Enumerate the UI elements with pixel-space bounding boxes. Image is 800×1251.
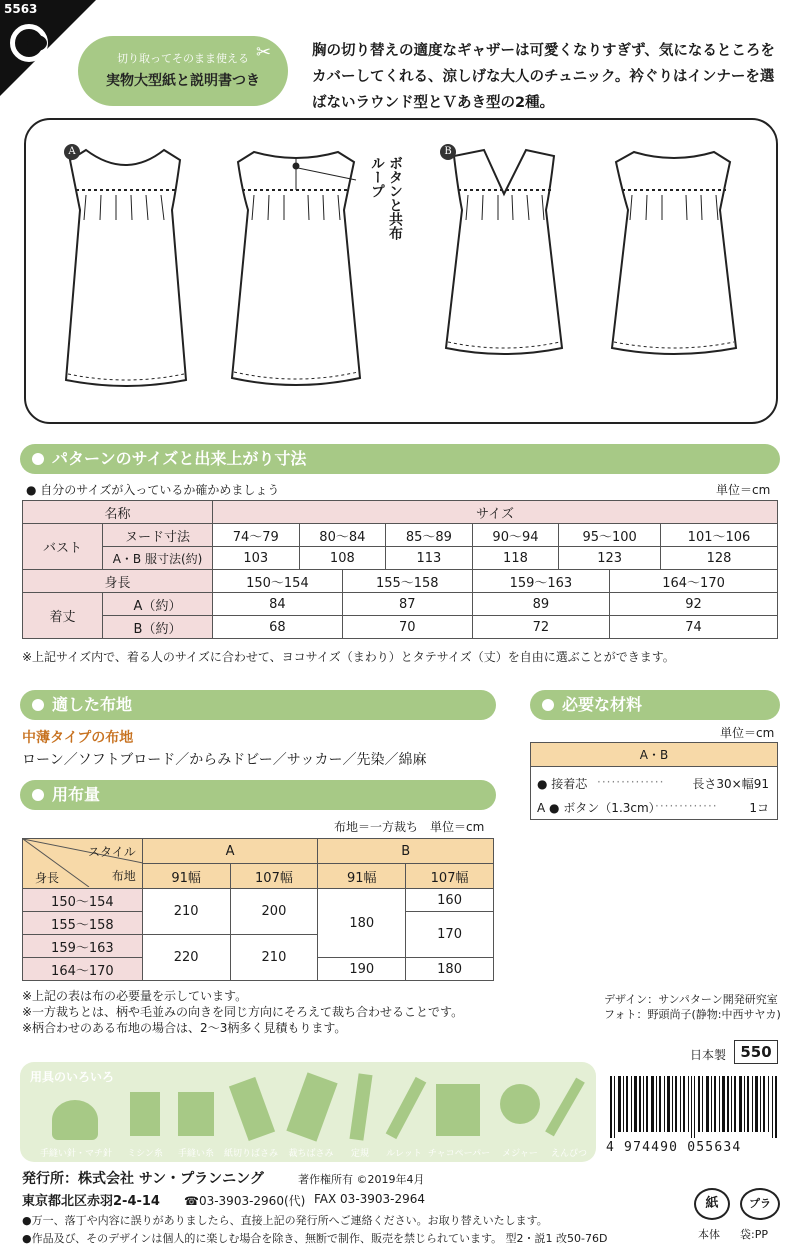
yardage-note: ※一方裁ちとは、柄や毛並みの向きを同じ方向にそろえて裁ち合わせることです。 [22, 1005, 464, 1019]
height-value: 164〜170 [610, 570, 778, 593]
fabric-scissors-icon [286, 1072, 337, 1141]
price: 550 [734, 1040, 778, 1064]
fabric-type: 中薄タイプの布地 [22, 730, 134, 746]
plastic-label: 袋:PP [740, 1228, 768, 1241]
length-a-value: 92 [610, 593, 778, 616]
nude-value: 95〜100 [559, 524, 661, 547]
garment-a-front [66, 150, 186, 386]
garment-value: 118 [472, 547, 559, 570]
yardage-note: ※上記の表は布の必要量を示しています。 [22, 989, 248, 1003]
button-loop-callout: ボタンと共布ループ [369, 156, 403, 240]
ruler-icon [349, 1073, 372, 1140]
length-a-value: 84 [213, 593, 343, 616]
width-107: 107幅 [406, 864, 494, 889]
scissors-icon: ✂ [256, 42, 272, 63]
yardage-unit: 布地＝一方裁ち 単位＝cm [334, 820, 485, 834]
material-item-value: 長さ30×幅91 [692, 777, 769, 791]
product-code: 5563 [4, 2, 38, 16]
tracing-wheel-icon [386, 1077, 427, 1139]
fabric-list: ローン／ソフトブロード／からみドビー／サッカー／先染／綿麻 [22, 752, 427, 768]
length-a-value: 87 [342, 593, 472, 616]
yardage-value: 210 [230, 935, 318, 981]
nude-value: 74〜79 [213, 524, 300, 547]
fabric-label: 布地 [111, 869, 136, 883]
publisher-name: 発行所：株式会社 サン・プランニング [22, 1171, 264, 1187]
tool-label: チャコペーパー [427, 1149, 491, 1159]
fabric-section-title: 適した布地 [20, 690, 496, 720]
barcode-number: 4 974490 055634 [606, 1140, 742, 1155]
yardage-section-title: 用布量 [20, 780, 496, 810]
barcode [608, 1076, 778, 1138]
tool-label: 手縫い糸 [177, 1149, 214, 1159]
photo-credit: フォト：野頭尚子(静物:中西サヤカ) [604, 1008, 781, 1021]
publisher-note: ●作品及び、そのデザインは個人的に楽しむ場合を除き、無断で制作、販売を禁じられています。 型2・説1 改50-76D [22, 1232, 608, 1245]
paper-scissors-icon [229, 1077, 275, 1141]
paper-recycle-icon [694, 1188, 730, 1220]
length-a-value: 89 [472, 593, 609, 616]
garment-b-front [446, 150, 562, 354]
garment-value: 113 [386, 547, 473, 570]
height-value: 155〜158 [342, 570, 472, 593]
length-b-value: 74 [610, 616, 778, 639]
style-a-mark: A [64, 144, 80, 160]
length-label: 着丈 [23, 593, 103, 639]
garment-illustration [24, 118, 778, 424]
height-row: 164〜170 [23, 958, 143, 981]
yardage-value: 190 [318, 958, 406, 981]
chalk-paper-icon [436, 1084, 480, 1136]
size-note: ● 自分のサイズが入っているか確かめましょう [26, 483, 280, 497]
style-a: A [142, 839, 318, 864]
leader-dots: ············· [655, 799, 718, 813]
materials-header: A・B [531, 743, 777, 767]
length-b-value: 70 [342, 616, 472, 639]
tools-panel [20, 1062, 596, 1162]
tool-label: 定規 [350, 1149, 369, 1159]
tool-label: 裁ちばさみ [288, 1149, 334, 1159]
material-item-value: 1コ [749, 801, 769, 815]
pencil-icon [545, 1078, 585, 1137]
materials-section-title: 必要な材料 [530, 690, 780, 720]
length-b-value: 72 [472, 616, 609, 639]
tool-label: ミシン糸 [127, 1149, 163, 1159]
nude-value: 101〜106 [661, 524, 778, 547]
nude-value: 85〜89 [386, 524, 473, 547]
tools-title: 用具のいろいろ [30, 1070, 115, 1084]
width-91: 91幅 [142, 864, 230, 889]
width-107: 107幅 [230, 864, 318, 889]
leader-dots: ·············· [597, 775, 665, 789]
height-row: 155〜158 [23, 912, 143, 935]
material-item-label: A ● ボタン（1.3cm） [537, 801, 661, 815]
nude-value: 80〜84 [299, 524, 386, 547]
garment-value: 108 [299, 547, 386, 570]
copyright: 著作権所有 ©2019年4月 [298, 1173, 425, 1186]
publisher-note: ●万一、落丁や内容に誤りがありましたら、直接上記の発行所へご連絡ください。お取り替えいたします。 [22, 1214, 548, 1227]
size-table [22, 500, 778, 639]
yardage-value: 160 [406, 889, 494, 912]
yardage-table [22, 838, 494, 984]
height-row: 159〜163 [23, 935, 143, 958]
size-unit: 単位＝cm [716, 483, 771, 497]
tape-measure-icon [500, 1084, 540, 1124]
nude-label: ヌード寸法 [103, 524, 213, 547]
garment-label: A・B 服寸法(約) [103, 547, 213, 570]
yardage-note: ※柄合わせのある布地の場合は、2〜3柄多く見積もります。 [22, 1021, 347, 1035]
thread-spool-icon [130, 1092, 160, 1136]
col-name: 名称 [23, 501, 213, 524]
design-credit: デザイン：サンパターン開発研究室 [604, 993, 778, 1006]
paper-mark: 紙 [705, 1196, 719, 1211]
plastic-mark: プラ [749, 1197, 771, 1210]
tool-label: ルレット [386, 1149, 422, 1159]
pincushion-icon [52, 1100, 98, 1140]
yardage-corner-cell [23, 839, 143, 889]
tool-label: メジャー [502, 1149, 538, 1159]
nude-value: 90〜94 [472, 524, 559, 547]
intro-text: 胸の切り替えの適度なギャザーは可愛くなりすぎず、気になるところをカバーしてくれる、涼しげな大人のチュニック。衿ぐりはインナーを選ばないラウンド型とＶあき型の2種。 [312, 43, 775, 111]
height-value: 150〜154 [213, 570, 343, 593]
size-footnote: ※上記サイズ内で、着る人のサイズに合わせて、ヨコサイズ（まわり）とタテサイズ（丈）を自由に選ぶことができます。 [22, 650, 675, 664]
yardage-notes [22, 988, 463, 1036]
height-label: 身長 [35, 871, 60, 885]
yardage-value: 200 [230, 889, 318, 935]
brand-logo-icon [10, 24, 48, 62]
paper-label: 本体 [698, 1228, 720, 1241]
style-b-mark: B [440, 144, 456, 160]
style-label: スタイル [87, 845, 136, 859]
tool-label: 紙切りばさみ [223, 1149, 278, 1159]
garment-b-back [612, 152, 736, 354]
length-b-label: B（約） [103, 616, 213, 639]
publisher-phone: ☎03-3903-2960(代) [184, 1194, 306, 1208]
plastic-recycle-icon [740, 1188, 780, 1220]
height-label: 身長 [23, 570, 213, 593]
garment-value: 128 [661, 547, 778, 570]
length-a-label: A（約） [103, 593, 213, 616]
publisher-address: 東京都北区赤羽2-4-14 [22, 1194, 160, 1209]
yardage-value: 180 [406, 958, 494, 981]
yardage-value: 210 [142, 889, 230, 935]
size-section-title: パターンのサイズと出来上がり寸法 [20, 444, 780, 474]
length-b-value: 68 [213, 616, 343, 639]
hand-thread-icon [178, 1092, 214, 1136]
made-in: 日本製 [690, 1048, 727, 1062]
tool-label: えんぴつ [550, 1149, 587, 1159]
yardage-value: 170 [406, 912, 494, 958]
width-91: 91幅 [318, 864, 406, 889]
height-row: 150〜154 [23, 889, 143, 912]
badge-line1: 切り取ってそのまま使える [117, 52, 249, 65]
garment-value: 103 [213, 547, 300, 570]
material-item-label: ● 接着芯 [537, 777, 588, 791]
col-size: サイズ [213, 501, 778, 524]
credits [604, 992, 781, 1022]
publisher-fax: FAX 03-3903-2964 [314, 1192, 426, 1206]
bust-label: バスト [23, 524, 103, 570]
yardage-value: 220 [142, 935, 230, 981]
tool-label: 手縫い針・マチ針 [40, 1149, 113, 1159]
badge-line2: 実物大型紙と説明書つき [106, 73, 260, 89]
height-value: 159〜163 [472, 570, 609, 593]
materials-unit: 単位＝cm [720, 726, 775, 740]
materials-box [530, 742, 778, 820]
style-b: B [318, 839, 494, 864]
garment-value: 123 [559, 547, 661, 570]
yardage-value: 180 [318, 889, 406, 958]
